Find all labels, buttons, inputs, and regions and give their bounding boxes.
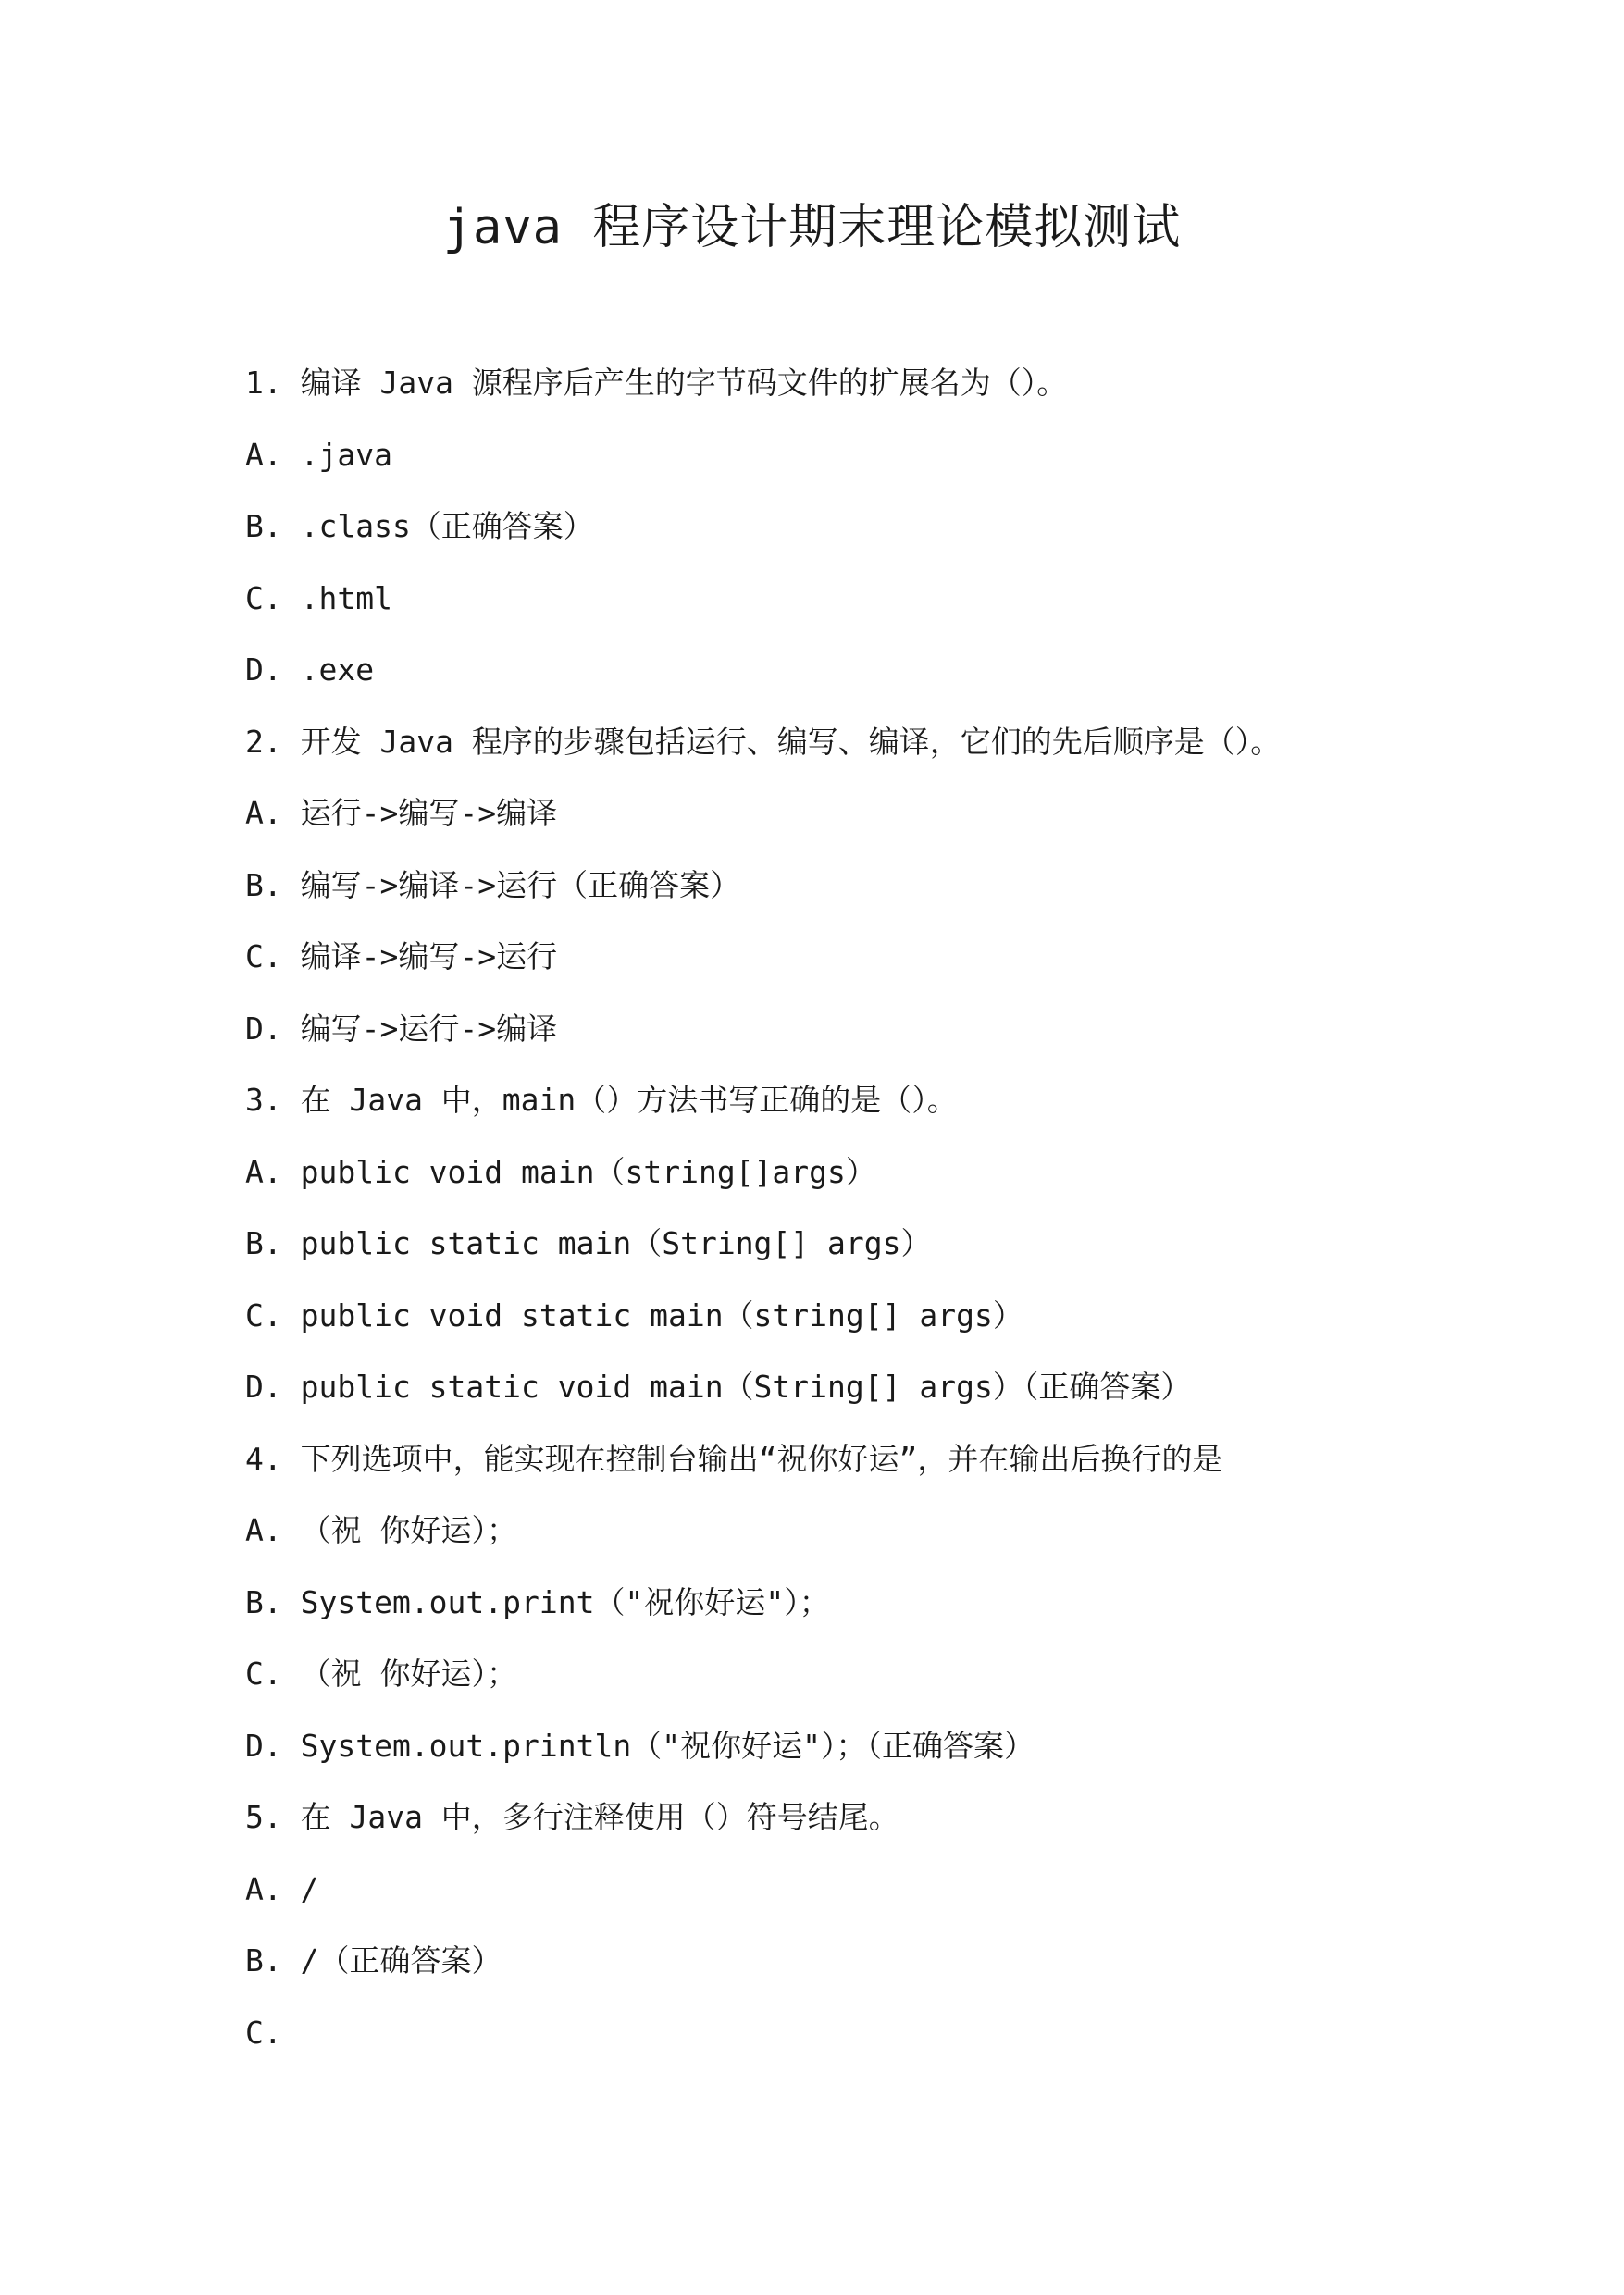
question-stem: 1. 编译 Java 源程序后产生的字节码文件的扩展名为（）。 — [245, 365, 1068, 401]
question-stem: 4. 下列选项中，能实现在控制台输出“祝你好运”，并在输出后换行的是 — [245, 1440, 1223, 1477]
option-d: D. public static void main（String[] args）（正确答案） — [245, 1369, 1192, 1405]
question-4 — [245, 1423, 1448, 1782]
option-b: B. public static main（String[] args） — [245, 1225, 932, 1261]
question-3 — [245, 1064, 1448, 1423]
option-c: C. 编译->编写->运行 — [245, 938, 558, 974]
option-a: A. .java — [245, 436, 392, 473]
option-d: D. 编写->运行->编译 — [245, 1010, 558, 1047]
question-2 — [245, 706, 1448, 1065]
option-c: C. （祝 你好运）； — [245, 1656, 517, 1692]
option-d: D. .exe — [245, 651, 375, 688]
option-a: A. public void main（string[]args） — [245, 1153, 876, 1190]
option-a: A. 运行->编写->编译 — [245, 795, 558, 831]
option-a: A. （祝 你好运）； — [245, 1512, 517, 1548]
option-b: B. 编写->编译->运行（正确答案） — [245, 866, 741, 903]
option-d: D. System.out.println（"祝你好运"）；（正确答案） — [245, 1727, 1035, 1764]
option-b: B. .class（正确答案） — [245, 508, 594, 544]
option-c: C. .html — [245, 579, 392, 616]
question-1 — [245, 347, 1448, 706]
question-list — [245, 347, 1448, 2068]
option-c: C. — [245, 2014, 282, 2051]
question-5 — [245, 1781, 1448, 2068]
question-stem: 2. 开发 Java 程序的步骤包括运行、编写、编译，它们的先后顺序是（）。 — [245, 723, 1282, 760]
option-a: A. / — [245, 1870, 319, 1907]
page-title: java 程序设计期末理论模拟测试 — [442, 200, 1182, 255]
option-b: B. System.out.print（"祝你好运"）； — [245, 1583, 830, 1620]
question-stem: 3. 在 Java 中，main（）方法书写正确的是（）。 — [245, 1082, 958, 1118]
question-stem: 5. 在 Java 中，多行注释使用（）符号结尾。 — [245, 1799, 899, 1835]
option-b: B. /（正确答案） — [245, 1942, 502, 1979]
option-c: C. public void static main（string[] args） — [245, 1296, 1023, 1334]
